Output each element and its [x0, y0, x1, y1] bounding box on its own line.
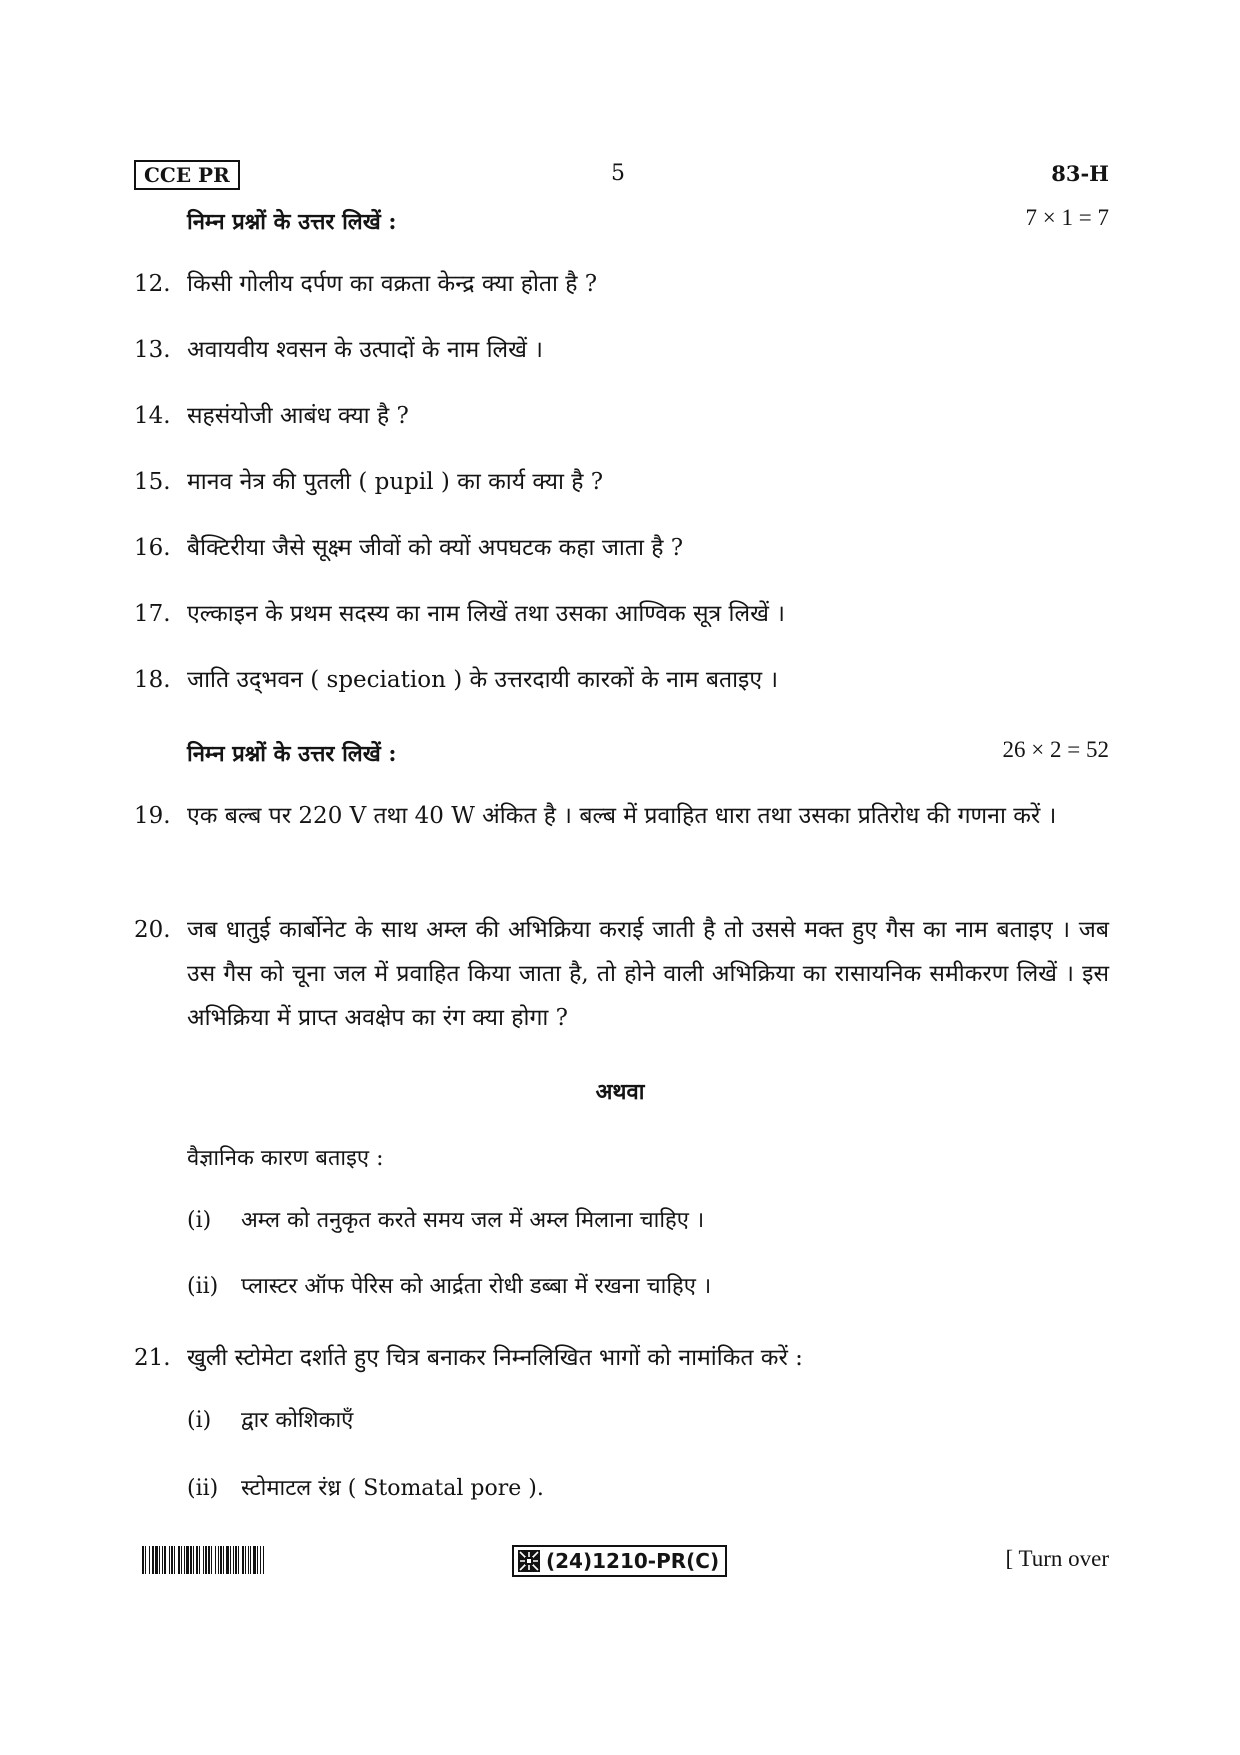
question-number: 17. — [134, 601, 171, 627]
q21-item-1 — [187, 1406, 1067, 1436]
question-text: एल्काइन के प्रथम सदस्य का नाम लिखें तथा उसका आण्विक सूत्र लिखें । — [187, 601, 785, 627]
roman-numeral: (i) — [187, 1208, 212, 1233]
or-separator: अथवा — [595, 1079, 645, 1105]
roman-numeral: (i) — [187, 1408, 212, 1433]
item-text: स्टोमाटल रंध्र ( Stomatal pore ). — [241, 1476, 544, 1501]
question-text: जाति उद्‌भवन ( speciation ) के उत्तरदायी कारकों के नाम बताइए । — [187, 667, 779, 693]
question-number: 20. — [134, 917, 171, 943]
barcode — [142, 1546, 382, 1574]
section-marks: 7 × 1 = 7 — [1025, 205, 1109, 230]
question-13 — [134, 328, 1109, 372]
question-number: 19. — [134, 803, 171, 829]
paper-id-box — [512, 1545, 727, 1577]
paper-id: (24)1210-PR(C) — [546, 1549, 720, 1573]
question-text: खुली स्टोमेटा दर्शाते हुए चित्र बनाकर निम्नलिखित भागों को नामांकित करें : — [187, 1345, 803, 1371]
section-instruction: निम्न प्रश्नों के उत्तर लिखें : — [187, 741, 397, 767]
section-instruction: निम्न प्रश्नों के उत्तर लिखें : — [187, 209, 397, 235]
or-intro: वैज्ञानिक कारण बताइए : — [187, 1146, 384, 1171]
question-14 — [134, 394, 1109, 438]
question-text: सहसंयोजी आबंध क्या है ? — [187, 403, 409, 429]
series-code-box: CCE PR — [134, 160, 240, 190]
item-text: अम्ल को तनुकृत करते समय जल में अम्ल मिलाना चाहिए । — [241, 1208, 705, 1233]
question-text: जब धातुई कार्बोनेट के साथ अम्ल की अभिक्रिया कराई जाती है तो उससे मक्त हुए गैस का नाम बताइए । जब उस गैस को चूना जल में प्रवाहित किया जाता है, तो होने वाली अभिक्रिया का रासायनिक समीकरण लिखें । इस अभिक्रिया में प्राप्त अवक्षेप का रंग क्या होगा ? — [187, 917, 1109, 1031]
item-text: प्लास्टर ऑफ पेरिस को आर्द्रता रोधी डब्बा में रखना चाहिए । — [241, 1274, 712, 1299]
question-text: किसी गोलीय दर्पण का वक्रता केन्द्र क्या होता है ? — [187, 271, 598, 297]
question-16 — [134, 526, 1109, 570]
roman-numeral: (ii) — [187, 1274, 219, 1299]
paper-code: 83-H — [1051, 161, 1109, 186]
q21-item-2 — [187, 1474, 1067, 1504]
question-15 — [134, 460, 1109, 504]
page-number: 5 — [611, 161, 625, 186]
qr-code-icon — [518, 1550, 540, 1572]
section-marks: 26 × 2 = 52 — [1002, 737, 1109, 762]
turn-over: [ Turn over — [1005, 1546, 1109, 1571]
question-20 — [134, 908, 1109, 1040]
question-number: 12. — [134, 271, 171, 297]
or-item-1 — [187, 1206, 1067, 1236]
question-12 — [134, 262, 1109, 306]
question-number: 13. — [134, 337, 171, 363]
or-item-2 — [187, 1272, 1067, 1302]
item-text: द्वार कोशिकाएँ — [241, 1408, 354, 1433]
question-number: 16. — [134, 535, 171, 561]
question-18 — [134, 658, 1109, 702]
question-text: बैक्टिरीया जैसे सूक्ष्म जीवों को क्यों अपघटक कहा जाता है ? — [187, 535, 684, 561]
question-number: 21. — [134, 1345, 171, 1371]
question-number: 18. — [134, 667, 171, 693]
question-19 — [134, 794, 1109, 838]
question-text: अवायवीय श्वसन के उत्पादों के नाम लिखें । — [187, 337, 543, 363]
question-text: एक बल्ब पर 220 V तथा 40 W अंकित है । बल्ब में प्रवाहित धारा तथा उसका प्रतिरोध की गणना करें । — [187, 803, 1057, 829]
question-17 — [134, 592, 1109, 636]
question-number: 15. — [134, 469, 171, 495]
roman-numeral: (ii) — [187, 1476, 219, 1501]
question-text: मानव नेत्र की पुतली ( pupil ) का कार्य क्या है ? — [187, 469, 604, 495]
question-number: 14. — [134, 403, 171, 429]
barcode-bar — [264, 1546, 265, 1574]
question-21 — [134, 1336, 1109, 1380]
